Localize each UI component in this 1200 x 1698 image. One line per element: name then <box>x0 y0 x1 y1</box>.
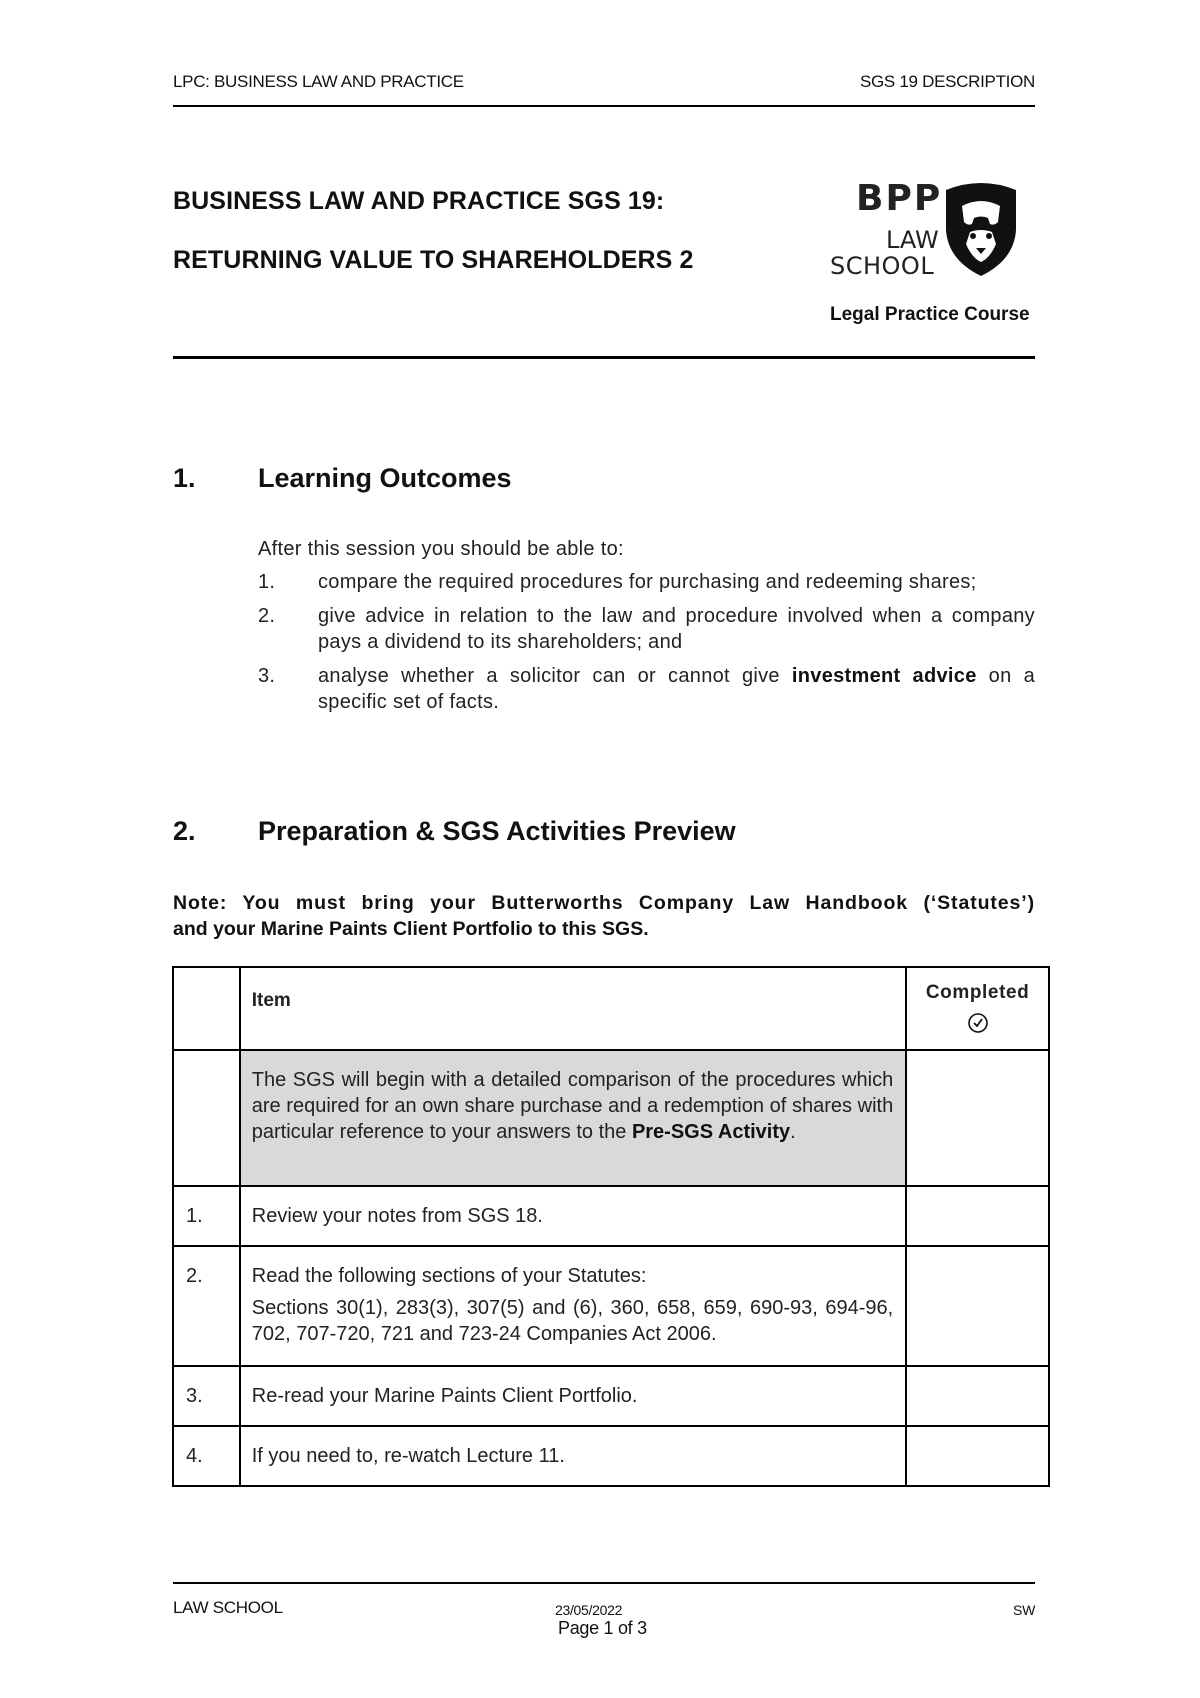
logo-law: LAW <box>886 226 939 254</box>
row-text: Read the following sections of your Statutes: Sections 30(1), 283(3), 307(5) and (6), 360, 658, 659, 690-93, 694-96, 702, 707-720, 721 and 723-24 Companies Act 2006. <box>240 1246 906 1366</box>
outcome-text: compare the required procedures for purchasing and redeeming shares; <box>318 571 977 593</box>
outcome-number: 2. <box>258 605 276 627</box>
pre-sgs-activity-term: Pre-SGS Activity <box>631 1121 791 1143</box>
outcome-number: 3. <box>258 665 276 687</box>
lion-shield-icon <box>940 178 1022 278</box>
outcome-text: analyse whether a solicitor can or cannot give investment advice on a specific set of facts. <box>318 665 1036 713</box>
row-number: 2. <box>173 1246 240 1366</box>
completed-cell[interactable] <box>906 1050 1049 1186</box>
section-1-heading: Learning Outcomes <box>258 463 512 493</box>
footer-rule <box>173 1582 1035 1584</box>
row-number: 1. <box>173 1186 240 1246</box>
table-row <box>173 1246 1049 1366</box>
section-2-number: 2. <box>173 816 196 846</box>
header-rule <box>173 105 1035 107</box>
footer-initials: SW <box>1013 1602 1035 1618</box>
checkbox-icon <box>908 1012 1047 1038</box>
investment-advice-term: investment advice <box>791 665 977 687</box>
logo-school: SCHOOL <box>830 252 935 280</box>
row-text: Re-read your Marine Paints Client Portfolio. <box>240 1366 906 1426</box>
table-row <box>173 1366 1049 1426</box>
completed-label: Completed <box>925 982 1030 1003</box>
section-2-heading: Preparation & SGS Activities Preview <box>258 816 736 846</box>
row-text: If you need to, re-watch Lecture 11. <box>240 1426 906 1486</box>
completed-cell[interactable] <box>906 1366 1049 1426</box>
outcome-text: give advice in relation to the law and procedure involved when a company pays a dividend to its shareholders; and <box>318 605 1035 653</box>
table-row <box>173 1426 1049 1486</box>
statute-sections: Sections 30(1), 283(3), 307(5) and (6), 360, 658, 659, 690-93, 694-96, 702, 707-720, 721 and 723-24 Companies Act 2006. <box>251 1297 894 1345</box>
row-number: 4. <box>173 1426 240 1486</box>
footer-date: 23/05/2022 <box>555 1602 623 1618</box>
outcomes-intro: After this session you should be able to: <box>258 538 624 560</box>
row-number: 3. <box>173 1366 240 1426</box>
row-text: Review your notes from SGS 18. <box>240 1186 906 1246</box>
preparation-table <box>172 966 1050 1487</box>
table-row <box>173 1186 1049 1246</box>
footer-school: LAW SCHOOL <box>173 1598 283 1617</box>
preparation-note <box>173 890 1035 942</box>
intro-row-text: The SGS will begin with a detailed comparison of the procedures which are required for an own share purchase and a redemption of shares with particular reference to your answers to the Pre-SGS Activity. <box>240 1050 906 1186</box>
completed-cell[interactable] <box>906 1186 1049 1246</box>
note-line-1: Note: You must bring your Butterworths Company Law Handbook (‘Statutes’) <box>173 892 1035 914</box>
column-header-item: Item <box>240 967 906 1050</box>
outcome-number: 1. <box>258 571 276 593</box>
note-line-2: and your Marine Paints Client Portfolio to this SGS. <box>173 918 649 940</box>
logo-brand: BPP <box>856 178 943 219</box>
column-header-completed <box>906 967 1049 1050</box>
table-row <box>173 1050 1049 1186</box>
footer-page-number: Page 1 of 3 <box>558 1618 647 1638</box>
completed-cell[interactable] <box>906 1246 1049 1366</box>
title-line-1: BUSINESS LAW AND PRACTICE SGS 19: <box>173 187 665 215</box>
header-doc-type: SGS 19 DESCRIPTION <box>859 72 1035 91</box>
header-course: LPC: BUSINESS LAW AND PRACTICE <box>173 72 464 91</box>
completed-cell[interactable] <box>906 1426 1049 1486</box>
section-1-number: 1. <box>173 463 196 493</box>
table-header-row <box>173 967 1049 1050</box>
title-line-2: RETURNING VALUE TO SHAREHOLDERS 2 <box>173 246 694 274</box>
bpp-logo <box>820 178 1040 288</box>
title-rule <box>173 356 1035 359</box>
logo-caption: Legal Practice Course <box>830 304 1030 325</box>
